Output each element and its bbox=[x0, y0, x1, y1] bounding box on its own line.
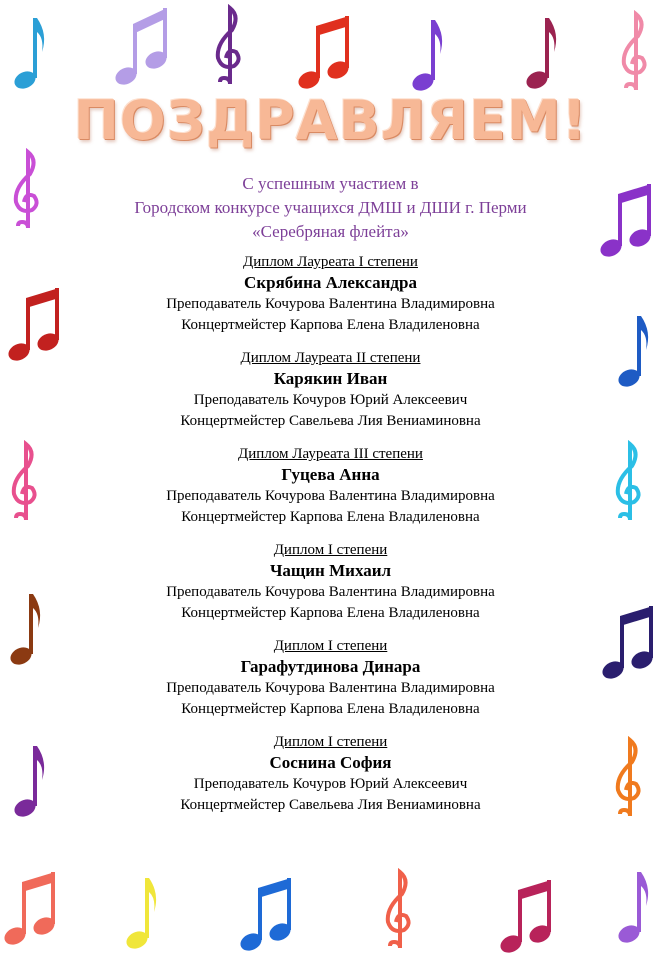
page-heading: ПОЗДРАВЛЯЕМ! bbox=[73, 89, 588, 152]
award-entry bbox=[0, 444, 661, 528]
teacher-line: Преподаватель Кочурова Валентина Владимировна bbox=[166, 296, 495, 312]
contest-name: «Серебряная флейта» bbox=[252, 222, 409, 241]
teacher-line: Преподаватель Кочурова Валентина Владимировна bbox=[166, 680, 495, 696]
teacher-line: Преподаватель Кочуров Юрий Алексеевич bbox=[193, 776, 468, 792]
beamed-notes-icon bbox=[238, 870, 294, 954]
accompanist-line: Концертмейстер Карпова Елена Владиленовна bbox=[181, 509, 480, 525]
student-name: Скрябина Александра bbox=[244, 273, 417, 292]
student-name: Карякин Иван bbox=[273, 369, 388, 388]
award-entry bbox=[0, 540, 661, 624]
student-name: Соснина София bbox=[269, 753, 392, 772]
eighth-note-icon bbox=[12, 12, 48, 92]
beamed-notes-icon bbox=[112, 4, 172, 88]
award-entry bbox=[0, 252, 661, 336]
accompanist-line: Концертмейстер Карпова Елена Владиленовна bbox=[181, 317, 480, 333]
treble-clef-icon bbox=[618, 10, 652, 94]
event-subtitle bbox=[0, 172, 661, 244]
diploma-title: Диплом I степени bbox=[273, 542, 388, 558]
eighth-note-icon bbox=[410, 14, 446, 94]
awards-list bbox=[0, 252, 661, 828]
subtitle-line: Городском конкурсе учащихся ДМШ и ДШИ г. Перми bbox=[134, 198, 527, 217]
beamed-notes-icon bbox=[498, 872, 554, 956]
diploma-title: Диплом Лауреата III степени bbox=[238, 446, 423, 462]
accompanist-line: Концертмейстер Савельева Лия Вениаминовна bbox=[180, 413, 481, 429]
teacher-line: Преподаватель Кочуров Юрий Алексеевич bbox=[193, 392, 468, 408]
student-name: Гарафутдинова Динара bbox=[240, 657, 421, 676]
diploma-title: Диплом Лауреата I степени bbox=[243, 254, 418, 270]
award-entry bbox=[0, 348, 661, 432]
teacher-line: Преподаватель Кочурова Валентина Владимировна bbox=[166, 488, 495, 504]
beamed-notes-icon bbox=[296, 8, 352, 92]
student-name: Чащин Михаил bbox=[269, 561, 392, 580]
accompanist-line: Концертмейстер Савельева Лия Вениаминовна bbox=[180, 797, 481, 813]
diploma-title: Диплом Лауреата II степени bbox=[240, 350, 421, 366]
teacher-line: Преподаватель Кочурова Валентина Владимировна bbox=[166, 584, 495, 600]
award-entry bbox=[0, 636, 661, 720]
subtitle-line: С успешным участием в bbox=[242, 174, 419, 193]
diploma-title: Диплом I степени bbox=[273, 734, 388, 750]
accompanist-line: Концертмейстер Карпова Елена Владиленовна bbox=[181, 605, 480, 621]
award-entry bbox=[0, 732, 661, 816]
student-name: Гуцева Анна bbox=[281, 465, 380, 484]
eighth-note-icon bbox=[524, 12, 560, 92]
beamed-notes-icon bbox=[2, 864, 58, 948]
eighth-note-icon bbox=[616, 866, 652, 946]
treble-clef-icon bbox=[212, 4, 246, 88]
treble-clef-icon bbox=[382, 868, 416, 952]
diploma-title: Диплом I степени bbox=[273, 638, 388, 654]
accompanist-line: Концертмейстер Карпова Елена Владиленовна bbox=[181, 701, 480, 717]
eighth-note-icon bbox=[124, 872, 160, 952]
